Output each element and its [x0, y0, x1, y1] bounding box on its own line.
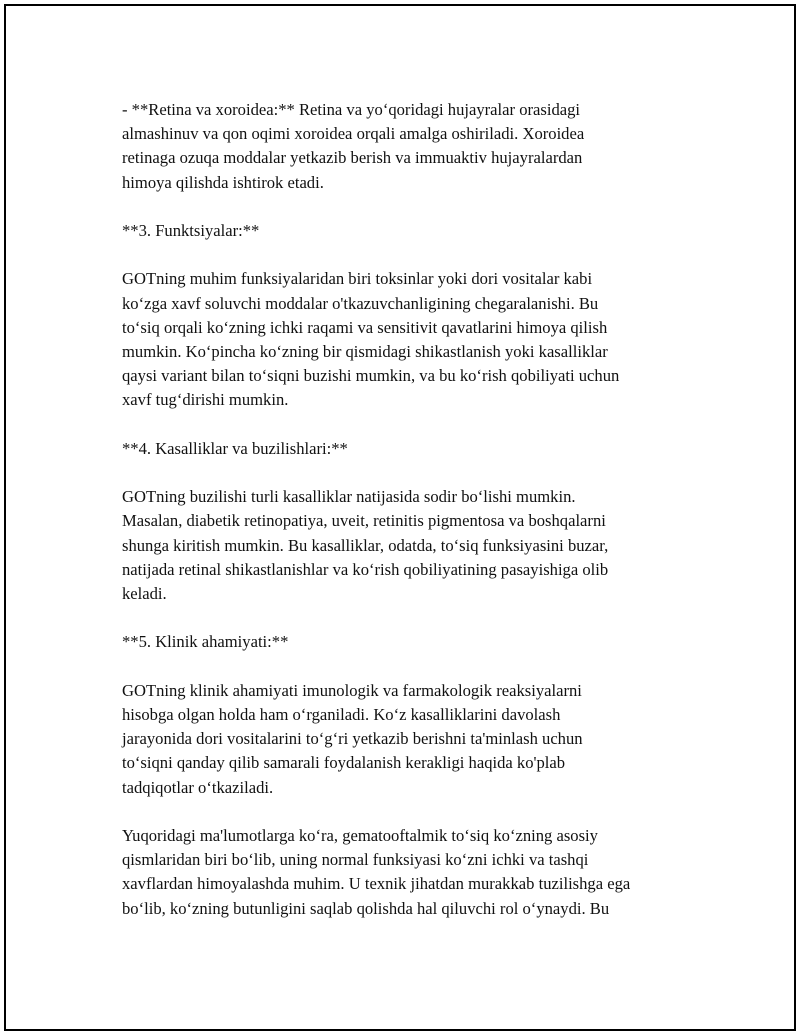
text-line: to‘siqni qanday qilib samarali foydalanish kerakligi haqida ko'plab [122, 753, 566, 773]
text-line: natijada retinal shikastlanishlar va ko‘rish qobiliyatining pasayishiga olib [122, 559, 609, 579]
text-line: Yuqoridagi ma'lumotlarga ko‘ra, gematooftalmik to‘siq ko‘zning asosiy [122, 825, 598, 845]
text-line: **3. Funktsiyalar:** [122, 221, 260, 240]
text-line: almashinuv va qon oqimi xoroidea orqali amalga oshiriladi. Xoroidea [122, 124, 585, 144]
text-line: GOTning klinik ahamiyati imunologik va farmakologik reaksiyalarni [122, 680, 582, 700]
text-line: keladi. [122, 584, 167, 603]
paragraph [122, 824, 702, 921]
paragraph [122, 98, 702, 195]
page-frame [4, 4, 796, 1031]
text-line: tadqiqotlar o‘tkaziladi. [122, 777, 274, 797]
text-line: **5. Klinik ahamiyati:** [122, 632, 289, 652]
text-line: ko‘zga xavf soluvchi moddalar o'tkazuvchanligining chegaralanishi. Bu [122, 293, 599, 313]
text-line: hisobga olgan holda ham o‘rganiladi. Ko‘z kasalliklarini davolash [122, 704, 561, 724]
text-line: shunga kiritish mumkin. Bu kasalliklar, odatda, to‘siq funksiyasini buzar, [122, 535, 609, 555]
text-line: jarayonida dori vositalarini to‘g‘ri yetkazib berishni ta'minlash uchun [122, 729, 583, 749]
paragraph [122, 630, 702, 654]
paragraph [122, 679, 702, 800]
text-line: himoya qilishda ishtirok etadi. [122, 172, 324, 192]
text-line: **4. Kasalliklar va buzilishlari:** [122, 438, 348, 458]
paragraph [122, 485, 702, 606]
text-line: bo‘lib, ko‘zning butunligini saqlab qolishda hal qiluvchi rol o‘ynaydi. Bu [122, 898, 610, 918]
text-line: - **Retina va xoroidea:** Retina va yo‘qoridagi hujayralar orasidagi [122, 100, 581, 119]
text-line: xavf tug‘dirishi mumkin. [122, 390, 289, 410]
text-line: GOTning buzilishi turli kasalliklar natijasida sodir bo‘lishi mumkin. [122, 487, 576, 507]
text-line: GOTning muhim funksiyalaridan biri toksinlar yoki dori vositalar kabi [122, 269, 593, 289]
text-line: xavflardan himoyalashda muhim. U texnik jihatdan murakkab tuzilishga ega [122, 874, 631, 894]
paragraph [122, 437, 702, 461]
text-line: qismlaridan biri bo‘lib, uning normal funksiyasi ko‘zni ichki va tashqi [122, 850, 589, 870]
text-line: to‘siq orqali ko‘zning ichki raqami va sensitivit qavatlarini himoya qilish [122, 317, 608, 337]
text-line: qaysi variant bilan to‘siqni buzishi mumkin, va bu ko‘rish qobiliyati uchun [122, 366, 620, 386]
text-line: Masalan, diabetik retinopatiya, uveit, retinitis pigmentosa va boshqalarni [122, 511, 606, 531]
text-line: mumkin. Ko‘pincha ko‘zning bir qismidagi shikastlanish yoki kasalliklar [122, 342, 608, 361]
text-line: retinaga ozuqa moddalar yetkazib berish va immuaktiv hujayralardan [122, 148, 583, 168]
paragraph [122, 219, 702, 243]
paragraph [122, 267, 702, 412]
document-body [122, 98, 702, 945]
